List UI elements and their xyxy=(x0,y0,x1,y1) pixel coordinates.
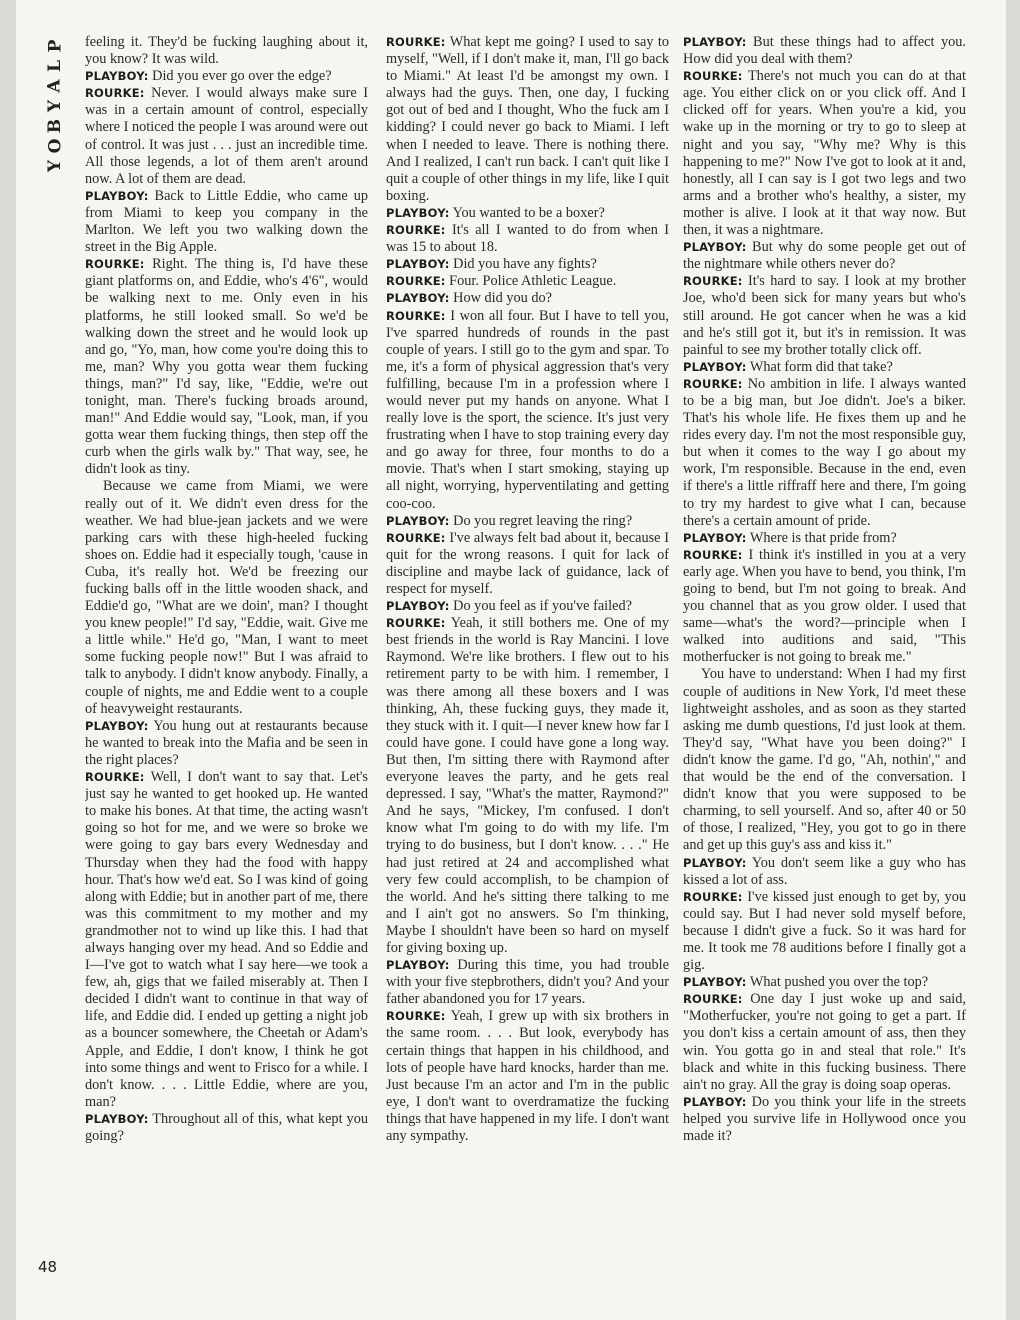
speaker-label: ROURKE: xyxy=(386,274,446,289)
paragraph-text: Yeah, I grew up with six brothers in the same room. . . . But look, everybody has certain things that happen in his childhood, and lots of people have hard knocks, harder than me. Just because I'm an actor and I'm in the public eye, I don't want to overdramatize the fucking things that have happened in my life. I don't want any sympathy. xyxy=(386,1008,669,1144)
speaker-label: PLAYBOY: xyxy=(386,599,450,614)
interview-paragraph xyxy=(386,256,669,273)
interview-paragraph xyxy=(683,974,966,991)
page-number: 48 xyxy=(38,1258,58,1276)
paragraph-text: I think it's instilled in you at a very early age. When you have to bend, you think, I'm going to bend, but I'm not going to break. And you channel that as you grow older. I used that same—what's the word?—principle when I walked into auditions and said, "This motherfucker is not going to break me." xyxy=(683,546,966,666)
speaker-label: PLAYBOY: xyxy=(683,530,747,545)
article-column-2 xyxy=(386,34,669,1290)
interview-paragraph xyxy=(683,530,966,547)
paragraph-text: Do you regret leaving the ring? xyxy=(453,512,633,529)
interview-paragraph xyxy=(386,290,669,307)
speaker-label: PLAYBOY: xyxy=(85,188,149,203)
speaker-label: PLAYBOY: xyxy=(386,291,450,306)
interview-paragraph xyxy=(386,222,669,256)
interview-paragraph xyxy=(386,34,669,205)
speaker-label: PLAYBOY: xyxy=(683,975,747,990)
paragraph-text: Because we came from Miami, we were really out of it. We didn't even dress for the weather. We had blue-jean jackets and we were parking cars with these high-heeled fucking shoes on. Eddie had it especially tough, 'cause in Cuba, it's really hot. We'd be freezing our fucking balls off in the little wooden shack, and Eddie'd go, "What are we doin', man? I thought you knew people!" I'd say, "Eddie, wait. Give me a little while." He'd go, "Man, I want to meet some fucking people now!" But I was afraid to talk to anybody. I didn't know anybody. Finally, a couple of nights, me and Eddie went to a couple of heavyweight restaurants. xyxy=(85,478,368,717)
speaker-label: ROURKE: xyxy=(386,1009,446,1024)
interview-paragraph xyxy=(683,68,966,239)
paragraph-text: feeling it. They'd be fucking laughing about it, you know? It was wild. xyxy=(85,34,368,68)
interview-paragraph xyxy=(85,1111,368,1145)
paragraph-text: But why do some people get out of the nightmare while others never do? xyxy=(683,239,966,273)
masthead xyxy=(44,36,70,196)
masthead-letter: A xyxy=(44,79,65,93)
paragraph-text: Never. I would always make sure I was in a certain amount of control, especially where I noticed the people I was around were out of control. It was just . . . just an incredible time. All those legends, a lot of them aren't around now. A lot of them are dead. xyxy=(85,85,368,187)
paragraph-text: What form did that take? xyxy=(749,358,893,375)
interview-paragraph xyxy=(386,598,669,615)
paragraph-text: It's hard to say. I look at my brother Joe, who'd been sick for many years but who's still around. He got cancer when he was a kid and he's still got it, but it's in remission. It was painful to see my brother totally click off. xyxy=(683,273,966,358)
paragraph-text: It's all I wanted to do from when I was 15 to about 18. xyxy=(386,222,669,256)
paragraph-text: Well, I don't want to say that. Let's just say he wanted to get hooked up. He wanted to make his bones. At that time, the acting wasn't going so hot for me, and we were so broke we were going to gay bars every Wednesday and Thursday when they had the food with happy hour. That's how we'd eat. So I was kind of going along with Eddie; but in another part of me, there was this commitment to my mother and my grandmother not to wind up like this. I had that always hanging over my head. And so Eddie and I—I've got to watch what I say here—we took a few, ah, gigs that we failed miserably at. Then I decided I didn't want to continue in that way of life, and Eddie did. I ended up getting a night job as a bouncer somewhere, the Cheetah or Adam's Apple, and Eddie, I don't know, I think he got into some things and went to Frisco for a while. I don't know. . . . Little Eddie, where are you, man? xyxy=(85,769,368,1110)
paragraph-text: No ambition in life. I always wanted to be a big man, but Joe didn't. Joe's a biker. That's his whole life. He fixes them up and he rides every day. I'm not the most responsible guy, but when it comes to the way I go about my work, I'm responsible. Because in the end, even if there's a little riffraff here and there, I'm going to try my hardest to give what I can, because there's a certain amount of pride. xyxy=(683,375,966,529)
speaker-label: ROURKE: xyxy=(386,223,446,238)
interview-paragraph xyxy=(683,889,966,974)
paragraph-text: You hung out at restaurants because he wanted to break into the Mafia and be seen in the right places? xyxy=(85,717,368,768)
speaker-label: PLAYBOY: xyxy=(85,1111,149,1126)
speaker-label: PLAYBOY: xyxy=(386,257,450,272)
interview-paragraph xyxy=(683,376,966,530)
interview-paragraph xyxy=(386,1008,669,1145)
interview-paragraph xyxy=(386,205,669,222)
speaker-label: PLAYBOY: xyxy=(683,1094,747,1109)
paragraph-text: Do you think your life in the streets helped you survive life in Hollywood once you made it? xyxy=(683,1093,966,1144)
interview-paragraph xyxy=(683,666,966,854)
speaker-label: ROURKE: xyxy=(386,35,446,49)
paragraph-text: What pushed you over the top? xyxy=(749,974,929,991)
magazine-page xyxy=(16,0,1006,1320)
speaker-label: ROURKE: xyxy=(85,770,145,785)
interview-paragraph xyxy=(683,239,966,273)
masthead-letter: B xyxy=(45,118,65,134)
paragraph-text: During this time, you had trouble with your five stepbrothers, didn't you? And your father abandoned you for 17 years. xyxy=(386,957,669,1008)
speaker-label: PLAYBOY: xyxy=(683,240,747,255)
speaker-label: PLAYBOY: xyxy=(85,718,149,733)
interview-paragraph xyxy=(85,478,368,717)
paragraph-text: What kept me going? I used to say to myself, "Well, if I don't make it, man, I'll go back to Miami." At least I'd be amongst my own. I always had the guys. Then, one day, I fucking got out of bed and I thought, Who the fuck am I kidding? I could never go back to Miami. I left when I needed to leave. There is nothing there. And I realized, I can't run back. I can't quit like I quit a couple of other things in my life, like I quit boxing. xyxy=(386,34,669,204)
masthead-letter: L xyxy=(44,60,65,72)
article-column-3 xyxy=(683,34,966,1290)
interview-paragraph xyxy=(85,188,368,256)
speaker-label: PLAYBOY: xyxy=(683,855,747,870)
speaker-label: PLAYBOY: xyxy=(683,359,747,374)
interview-paragraph xyxy=(683,273,966,358)
paragraph-text: I won all four. But I have to tell you, I've sparred hundreds of rounds in the past couple of years. I still go to the gym and spar. To me, it's a form of physical aggression that's very fulfilling, because I'm in a profession where I would never put my hands on anyone. What I really love is the sport, the science. It's just very frustrating when I have to stop training every day and go away for three, four months to do a movie. That's when I start smoking, staying up all night, worrying, hyperventilating and getting coo-coo. xyxy=(386,307,669,512)
interview-paragraph xyxy=(386,308,669,513)
masthead-letter: P xyxy=(44,39,65,53)
paragraph-text: I've always felt bad about it, because I quit for the wrong reasons. I quit for lack of discipline and maybe lack of guidance, lack of respect for myself. xyxy=(386,529,669,597)
speaker-label: ROURKE: xyxy=(683,547,743,562)
interview-paragraph xyxy=(386,530,669,598)
interview-paragraph xyxy=(683,34,966,68)
interview-paragraph xyxy=(683,359,966,376)
masthead-letter: O xyxy=(45,138,65,154)
paragraph-text: One day I just woke up and said, "Motherfucker, you're not going to get a part. If you don't kiss a certain amount of ass, then they win. You gotta go in and steal that role." It's black and white in this fucking business. There ain't no gray. All the gray is doing soap operas. xyxy=(683,991,966,1093)
paragraph-text: Back to Little Eddie, who came up from Miami to keep you company in the Marlton. We left you two walking down the street in the Big Apple. xyxy=(85,187,368,256)
speaker-label: PLAYBOY: xyxy=(386,958,450,973)
speaker-label: ROURKE: xyxy=(683,889,743,904)
interview-paragraph xyxy=(386,957,669,1008)
interview-paragraph xyxy=(85,256,368,478)
speaker-label: ROURKE: xyxy=(386,530,446,545)
speaker-label: ROURKE: xyxy=(683,992,743,1007)
speaker-label: ROURKE: xyxy=(683,376,743,391)
speaker-label: ROURKE: xyxy=(386,616,446,631)
interview-paragraph xyxy=(386,513,669,530)
speaker-label: ROURKE: xyxy=(85,257,145,272)
paragraph-text: But these things had to affect you. How did you deal with them? xyxy=(683,34,966,68)
paragraph-text: You don't seem like a guy who has kissed a lot of ass. xyxy=(683,854,966,888)
paragraph-text: Throughout all of this, what kept you going? xyxy=(85,1110,368,1144)
speaker-label: ROURKE: xyxy=(85,86,145,101)
paragraph-text: There's not much you can do at that age. You either click on or you click off. And I clicked off for years. When you're a kid, you wake up in the morning or try to go to sleep at night and you say, "Why me? Why is this happening to me?" Now I've got to look at it and, honestly, all I can say is I got two legs and two arms and a brother who's healthy, a sister, my mother is alive. I look at it that way now. But then, it was a nightmare. xyxy=(683,68,966,239)
paragraph-text: Where is that pride from? xyxy=(749,529,897,546)
paragraph-text: I've kissed just enough to get by, you could say. But I had never sold myself before, because I didn't give a fuck. So it was hard for me. It took me 78 auditions before I finally got a gig. xyxy=(683,888,966,974)
interview-paragraph xyxy=(683,855,966,889)
interview-paragraph xyxy=(85,718,368,769)
masthead-letter: Y xyxy=(44,159,65,173)
interview-paragraph xyxy=(85,34,368,68)
paragraph-text: You have to understand: When I had my first couple of auditions in New York, I'd meet these lightweight assholes, and as soon as they started asking me dumb questions, I'd just look at them. They'd say, "What have you been doing?" I didn't know the game. I'd go, "Ah, nothin'," and that would be the end of the conversation. I didn't know that you were supposed to be charming, to sell yourself. And so, after 40 or 50 of those, I realized, "Hey, you got to go in there and get up this guy's ass and kiss it." xyxy=(683,666,966,854)
paragraph-text: Do you feel as if you've failed? xyxy=(453,598,632,615)
speaker-label: PLAYBOY: xyxy=(683,35,747,49)
interview-paragraph xyxy=(85,85,368,188)
paragraph-text: You wanted to be a boxer? xyxy=(452,204,605,221)
paragraph-text: Yeah, it still bothers me. One of my best friends in the world is Ray Mancini. I love Raymond. We're like brothers. I flew out to his retirement party to be with him. I remember, I was there among all these boxers and I was thinking, Ah, these fucking guys, they made it, they stuck with it. I quit—I never knew how far I could have gone. I could have gone a long way. But then, I'm sitting there with Raymond after everyone leaves the party, and he gets real depressed. I say, "What's the matter, Raymond?" And he says, "Mickey, I'm confused. I don't know what I'm going to do with my life. I'm trying to do business, but I don't know. . . ." He had just retired at 24 and accomplished what very few could accomplish, to be champion of the world. And he's sitting there talking to me and I ain't got no answers. So I'm thinking, Maybe I shouldn't have been so hard on myself for giving boxing up. xyxy=(386,615,669,956)
paragraph-text: Did you have any fights? xyxy=(453,256,597,273)
speaker-label: ROURKE: xyxy=(386,308,446,323)
interview-paragraph xyxy=(683,991,966,1094)
interview-paragraph xyxy=(85,68,368,85)
interview-paragraph xyxy=(683,1094,966,1145)
interview-paragraph xyxy=(386,615,669,957)
article-column-1 xyxy=(85,34,368,1290)
paragraph-text: Right. The thing is, I'd have these giant platforms on, and Eddie, who's 4'6", would be walking next to me. Only even in his platforms, he still looked small. So we'd be walking down the street and he would look up and go, "Yo, man, how come you're doing this to me, man? Why you gotta wear them fucking things, man?" I'd say, like, "Eddie, we're out tonight, man. There's fucking broads around, man!" And Eddie would say, "Look, man, if you gotta wear them fucking things, then step off the curb when the girls walk by." That way, see, he didn't look as tiny. xyxy=(85,256,368,478)
speaker-label: ROURKE: xyxy=(683,274,743,289)
speaker-label: PLAYBOY: xyxy=(85,69,149,84)
paragraph-text: Did you ever go over the edge? xyxy=(152,68,332,85)
speaker-label: PLAYBOY: xyxy=(386,205,450,220)
paragraph-text: How did you do? xyxy=(453,290,553,307)
interview-paragraph xyxy=(386,273,669,290)
speaker-label: ROURKE: xyxy=(683,69,743,84)
paragraph-text: Four. Police Athletic League. xyxy=(449,273,617,290)
interview-paragraph xyxy=(85,769,368,1111)
masthead-letter: Y xyxy=(44,99,65,113)
speaker-label: PLAYBOY: xyxy=(386,513,450,528)
interview-paragraph xyxy=(683,547,966,667)
